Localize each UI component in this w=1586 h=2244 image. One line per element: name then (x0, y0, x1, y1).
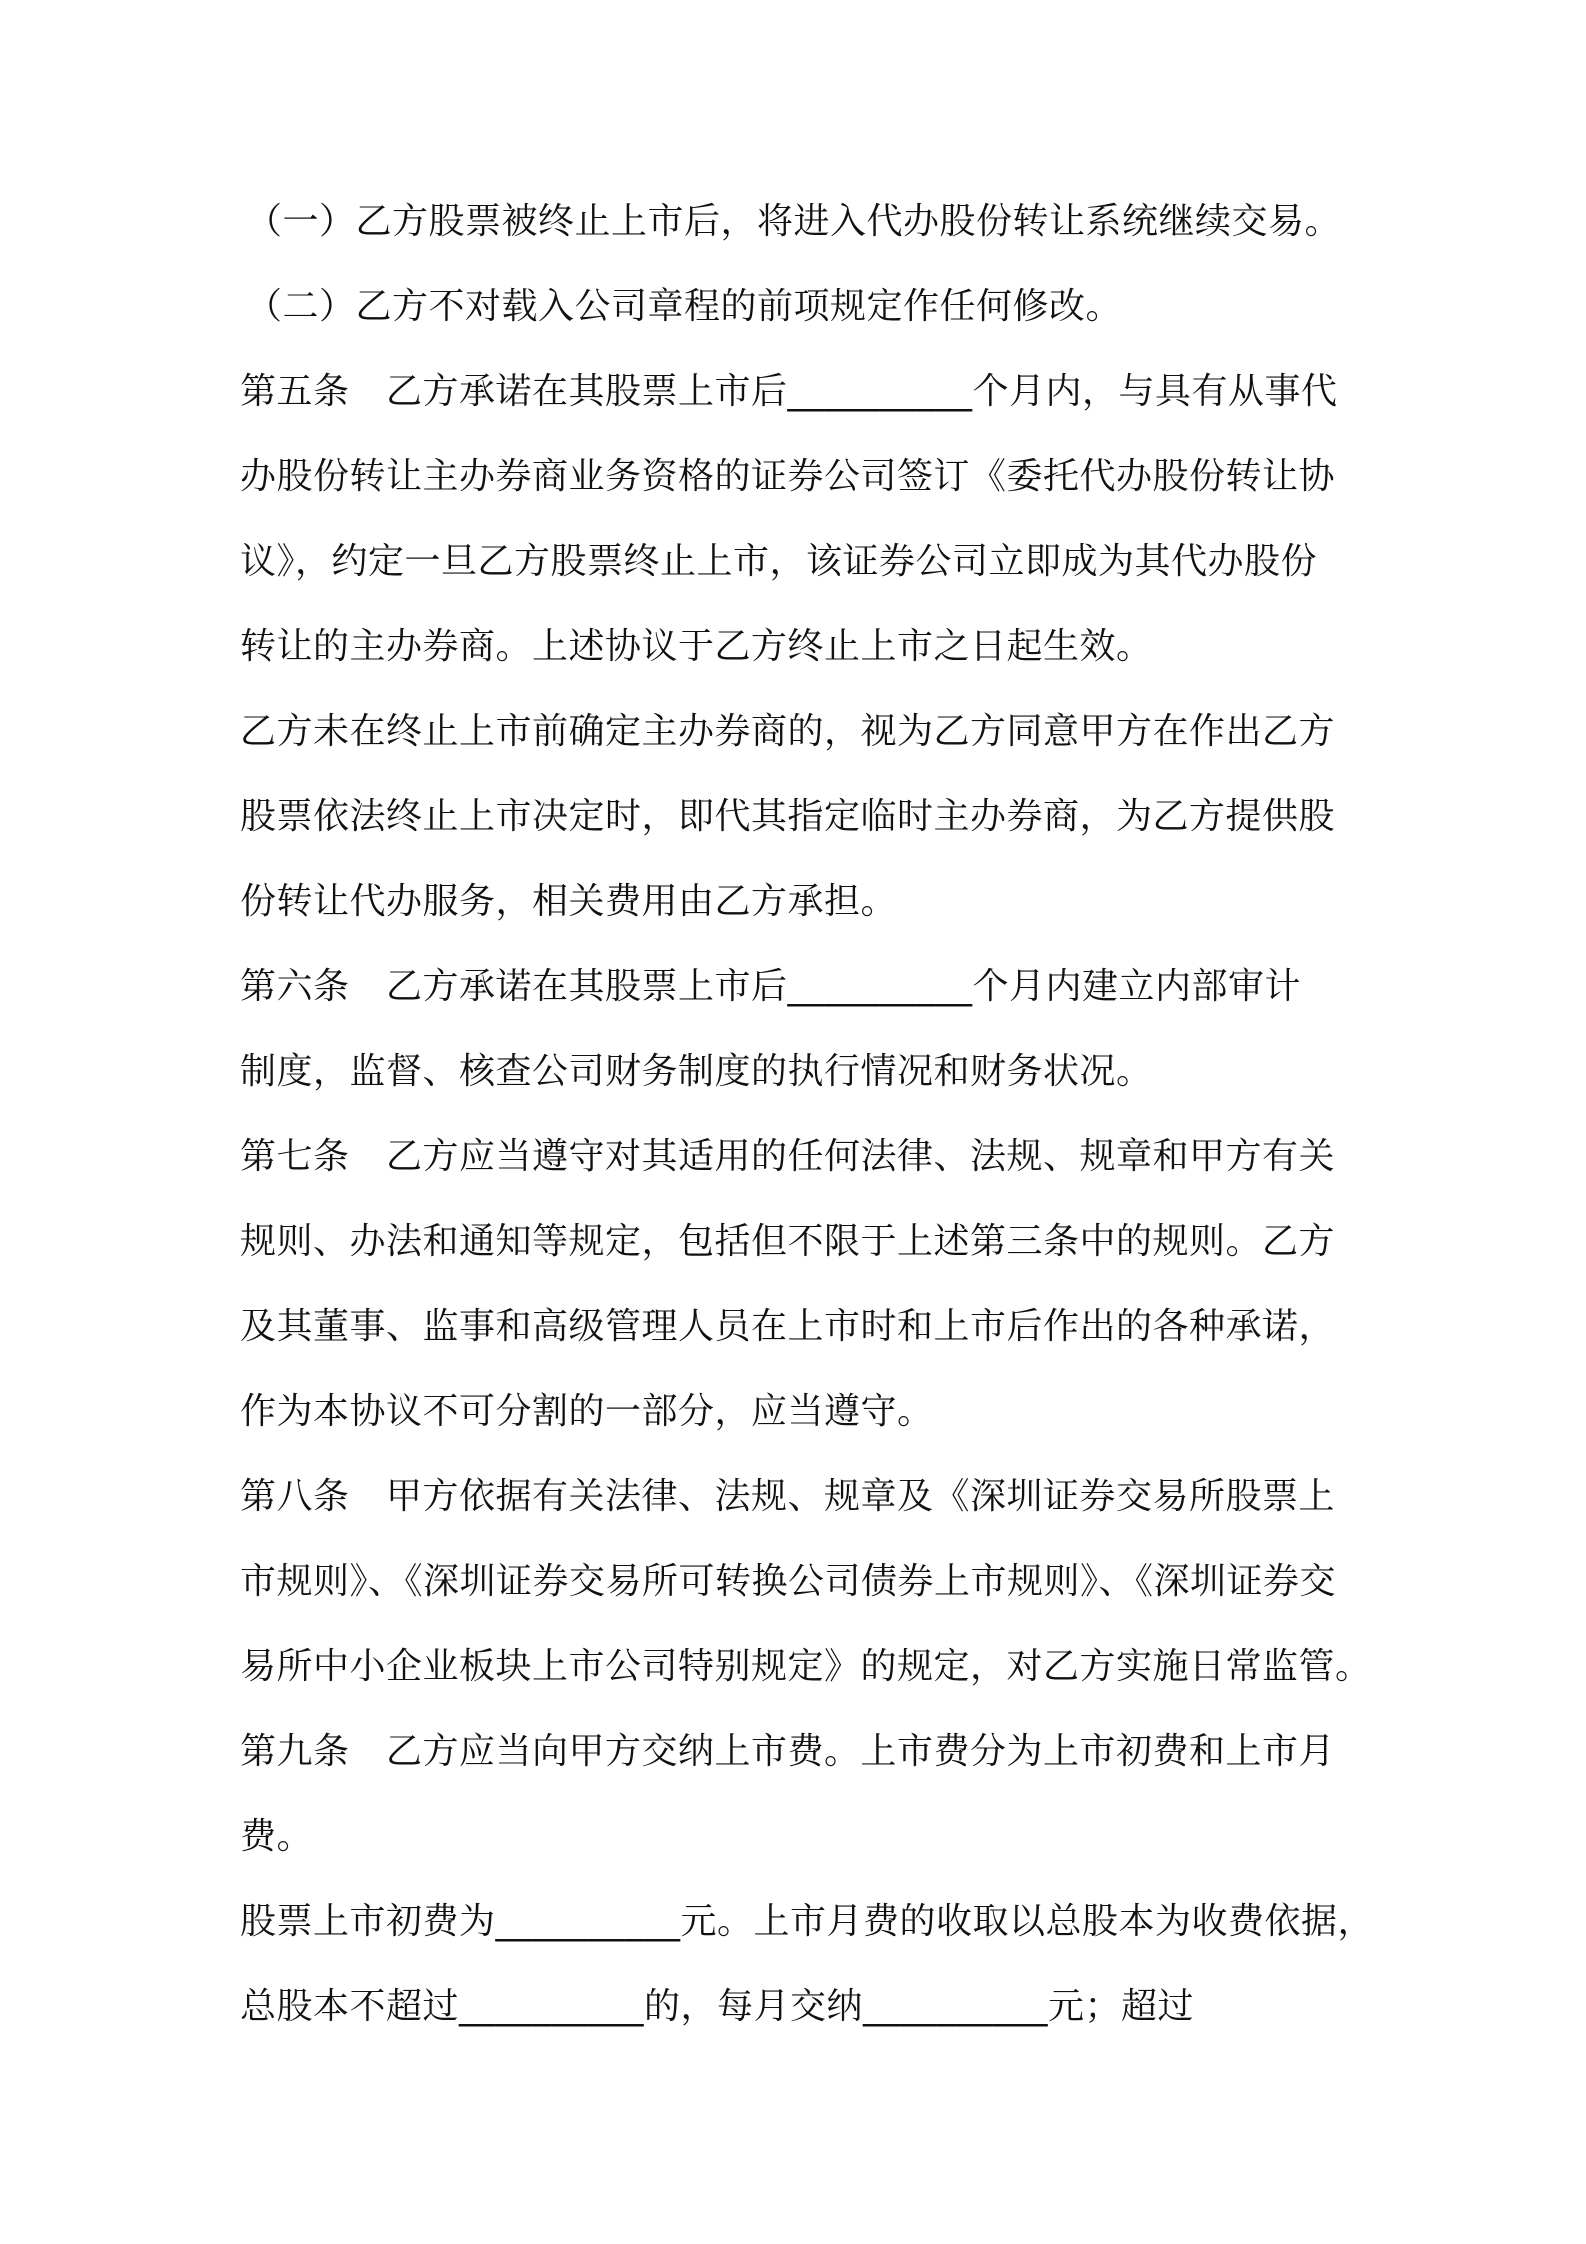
clause-7-line-3: 及其董事、监事和高级管理人员在上市时和上市后作出的各种承诺， (240, 1306, 1336, 1347)
clause-8-line-3: 易所中小企业板块上市公司特别规定》的规定，对乙方实施日常监管。 (240, 1646, 1372, 1687)
clause-8-line-2: 市规则》、《深圳证券交易所可转换公司债券上市规则》、《深圳证券交 (240, 1561, 1337, 1602)
clause-9-line-2: 费。 (240, 1816, 314, 1857)
listing-fee-line-2: 总股本不超过__________的，每月交纳__________元；超过 (240, 1986, 1195, 2027)
clause-7-line-2: 规则、办法和通知等规定，包括但不限于上述第三条中的规则。乙方 (240, 1221, 1336, 1262)
clause-5-line-2: 办股份转让主办券商业务资格的证券公司签订《委托代办股份转让协 (240, 456, 1336, 497)
clause-7-line-4: 作为本协议不可分割的一部分，应当遵守。 (240, 1391, 934, 1432)
clause-6-line-2: 制度，监督、核查公司财务制度的执行情况和财务状况。 (240, 1051, 1153, 1092)
listing-fee-line-1: 股票上市初费为__________元。上市月费的收取以总股本为收费依据， (240, 1901, 1375, 1942)
clause-5-line-4: 转让的主办券商。上述协议于乙方终止上市之日起生效。 (240, 626, 1153, 667)
clause-5-para-2-line-3: 份转让代办服务，相关费用由乙方承担。 (240, 881, 898, 922)
clause-5-line-1: 第五条 乙方承诺在其股票上市后__________个月内，与具有从事代 (240, 371, 1338, 412)
clause-5-para-2-line-1: 乙方未在终止上市前确定主办券商的，视为乙方同意甲方在作出乙方 (240, 711, 1336, 752)
clause-5-para-2-line-2: 股票依法终止上市决定时，即代其指定临时主办券商，为乙方提供股 (240, 796, 1336, 837)
clause-5-line-3: 议》，约定一旦乙方股票终止上市，该证券公司立即成为其代办股份 (240, 541, 1318, 582)
clause-4-item-2: （二）乙方不对载入公司章程的前项规定作任何修改。 (246, 286, 1123, 327)
clause-8-line-1: 第八条 甲方依据有关法律、法规、规章及《深圳证券交易所股票上 (240, 1476, 1336, 1517)
clause-4-item-1: （一）乙方股票被终止上市后，将进入代办股份转让系统继续交易。 (246, 201, 1342, 242)
clause-9-line-1: 第九条 乙方应当向甲方交纳上市费。上市费分为上市初费和上市月 (240, 1731, 1336, 1772)
clause-7-line-1: 第七条 乙方应当遵守对其适用的任何法律、法规、规章和甲方有关 (240, 1136, 1336, 1177)
clause-6-line-1: 第六条 乙方承诺在其股票上市后__________个月内建立内部审计 (240, 966, 1302, 1007)
